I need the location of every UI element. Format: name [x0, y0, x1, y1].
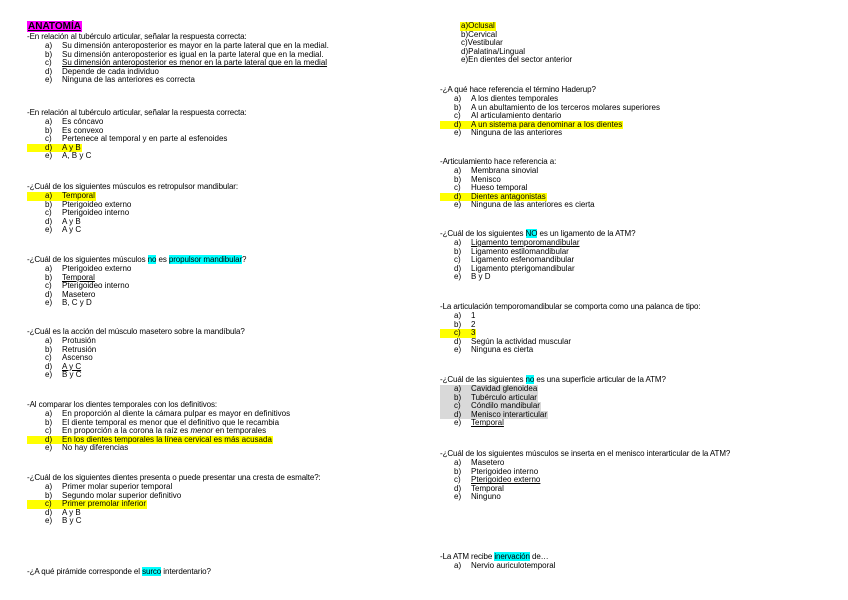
option-letter: e)	[454, 345, 462, 355]
question-6	[27, 400, 291, 453]
option-text: Es convexo	[62, 125, 104, 135]
option-e	[440, 419, 666, 428]
option-text: A un abultamiento de los terceros molares superiores	[471, 102, 660, 112]
option-text: A y B	[62, 142, 81, 152]
option-letter: e)	[454, 272, 462, 282]
option-text: A y B	[62, 216, 81, 226]
option-b	[27, 274, 246, 283]
option-letter: a)	[454, 94, 462, 103]
option-letter: d)	[461, 46, 469, 56]
option-label: En dientes del sector anterior	[468, 55, 573, 65]
option-letter: b)	[461, 29, 469, 39]
option-letter: d)	[454, 263, 462, 273]
option-letter: a)	[45, 482, 53, 491]
option-text: Cóndilo mandibular	[471, 401, 540, 411]
option-d	[27, 363, 245, 372]
question-text-part: -¿Cuál de los siguientes músculos	[27, 255, 148, 264]
question-text: -En relación al tubérculo articular, señalar la respuesta correcta:	[27, 108, 247, 117]
question-text: -¿A qué hace referencia el término Haderup?	[440, 85, 596, 94]
option-letter: e)	[454, 200, 462, 210]
option-text: Su dimensión anteroposterior es menor en la parte lateral que en la medial	[62, 58, 328, 68]
question-13	[440, 375, 666, 428]
option-e	[440, 129, 661, 138]
option-letter: d)	[45, 361, 53, 371]
option-e	[27, 226, 238, 235]
option-a	[27, 337, 245, 346]
option-text: Ninguna de las anteriores es correcta	[62, 75, 195, 85]
option-letter: b)	[45, 417, 53, 427]
question-8-options	[440, 22, 573, 65]
question-11	[440, 229, 635, 282]
option-text: Según la actividad muscular	[471, 336, 572, 346]
option-e	[440, 56, 573, 65]
question-3	[27, 182, 238, 235]
option-text: A y C	[62, 361, 82, 371]
option-text: El diente temporal es menor que el definitivo que le recambia	[62, 417, 280, 427]
option-letter: b)	[45, 125, 53, 135]
option-letter: c)	[454, 183, 461, 193]
option-text: Ligamento esfenomandibular	[471, 255, 575, 265]
option-letter: c)	[454, 255, 461, 265]
option-letter: b)	[454, 466, 462, 476]
question-text: -Al comparar los dientes temporales con los definitivos:	[27, 400, 218, 409]
option-letter: b)	[454, 319, 462, 329]
option-letter: d)	[440, 193, 470, 202]
option-letter: d)	[27, 144, 61, 153]
option-text: Menisco	[471, 174, 501, 184]
question-text-part: interdentario?	[161, 567, 211, 576]
option-text: 3	[471, 328, 476, 338]
question-text: -La articulación temporomandibular se comporta como una palanca de tipo:	[440, 302, 701, 311]
option-letter: c)	[45, 353, 52, 363]
option-letter: e)	[454, 492, 462, 502]
left-column	[27, 0, 427, 600]
option-text: B, C y D	[62, 298, 92, 308]
option-letter: c)	[454, 475, 461, 485]
question-text-part: -La ATM recibe	[440, 552, 495, 561]
option-text: Hueso temporal	[471, 183, 528, 193]
option-text: Ascenso	[62, 353, 93, 363]
option-text: Pterigoideo externo	[471, 475, 541, 485]
option-text: Pterigoideo externo	[62, 264, 132, 273]
option-b	[27, 346, 245, 355]
question-text-part: -¿Cuál de los siguientes	[440, 229, 526, 238]
option-letter: c)	[27, 500, 61, 509]
option-text: Ninguno	[471, 492, 501, 502]
option-letter: e)	[45, 516, 53, 526]
option-a	[440, 22, 573, 31]
option-text: Su dimensión anteroposterior es igual en la parte lateral que en la medial.	[62, 49, 324, 59]
option-letter: a)	[461, 21, 469, 30]
option-text: Retrusión	[62, 344, 97, 354]
option-text: En los dientes temporales la línea cervical es más acusada	[62, 434, 272, 444]
option-e	[27, 517, 321, 526]
highlight-term: surco	[142, 567, 162, 576]
option-label: Cervical	[468, 29, 498, 39]
question-5	[27, 327, 245, 380]
option-letter: a)	[45, 41, 53, 50]
option-e	[27, 152, 247, 161]
option-letter: d)	[45, 216, 53, 226]
option-text: Tubérculo articular	[471, 392, 537, 402]
option-letter: a)	[454, 238, 462, 247]
option-letter: a)	[45, 264, 53, 273]
option-letter: a)	[27, 192, 61, 201]
option-text-part: en temporales	[213, 426, 267, 436]
right-column	[440, 0, 840, 600]
question-text	[27, 567, 211, 577]
option-text: Nervio auriculotemporal	[471, 561, 556, 570]
option-letter: a)	[454, 458, 462, 467]
option-e	[440, 346, 701, 355]
option-letter: e)	[45, 75, 53, 85]
option-a	[440, 312, 701, 321]
option-letter: e)	[45, 443, 53, 453]
option-text: Temporal	[62, 272, 95, 282]
option-d	[27, 218, 238, 227]
option-letter: d)	[440, 411, 470, 420]
highlight-term: propulsor mandibular	[168, 255, 243, 264]
option-text-emphasis: menor	[190, 426, 214, 436]
option-letter: b)	[454, 246, 462, 256]
option-letter: b)	[45, 49, 53, 59]
question-7	[27, 473, 321, 526]
option-letter: a)	[454, 166, 462, 175]
option-c	[27, 354, 245, 363]
option-letter: d)	[45, 507, 53, 517]
option-letter: e)	[45, 298, 53, 308]
option-text: Membrana sinovial	[471, 166, 539, 175]
option-letter: c)	[461, 38, 468, 48]
option-e	[27, 76, 330, 85]
option-letter: b)	[45, 490, 53, 500]
option-text: Depende de cada individuo	[62, 66, 159, 76]
question-text: -¿Cuál de los siguientes dientes presenta o puede presentar una cresta de esmalte?:	[27, 473, 321, 482]
option-letter: e)	[461, 55, 469, 65]
option-text: Dientes antagonistas	[471, 191, 546, 201]
option-text: A los dientes temporales	[471, 94, 559, 103]
option-text: Pterigoideo interno	[62, 208, 130, 218]
option-e	[440, 493, 730, 502]
option-letter: a)	[440, 385, 470, 394]
option-letter: c)	[45, 208, 52, 218]
question-2	[27, 108, 247, 161]
question-12	[440, 302, 701, 355]
option-text: Menisco interarticular	[471, 409, 548, 419]
question-15	[440, 552, 556, 571]
option-text: Ninguna de las anteriores	[471, 128, 563, 138]
option-letter: d)	[454, 336, 462, 346]
option-letter: b)	[45, 199, 53, 209]
question-text-part: ?	[242, 255, 247, 264]
option-text: A y B	[62, 507, 81, 517]
option-d	[440, 265, 635, 274]
option-text: Ligamento pterigomandibular	[471, 263, 575, 273]
question-text: -En relación al tubérculo articular, señalar la respuesta correcta:	[27, 32, 247, 41]
option-letter: b)	[45, 344, 53, 354]
question-text-part: es	[156, 255, 169, 264]
option-a	[27, 118, 247, 127]
option-text: A y C	[62, 225, 82, 235]
option-a	[440, 167, 596, 176]
option-text: Temporal	[471, 418, 504, 428]
option-letter: a)	[45, 409, 53, 418]
option-text: Masetero	[471, 458, 505, 467]
option-label: Oclusal	[468, 21, 495, 30]
option-letter: d)	[45, 289, 53, 299]
option-text: Segundo molar superior definitivo	[62, 490, 182, 500]
option-a	[27, 192, 238, 201]
question-text-part: es una superficie articular de la ATM?	[534, 375, 666, 384]
option-letter: a)	[45, 336, 53, 345]
question-text: -Articulamiento hace referencia a:	[440, 157, 557, 166]
option-b	[27, 201, 238, 210]
option-text	[460, 56, 573, 65]
option-text: Pterigoideo interno	[62, 281, 130, 291]
question-1	[27, 32, 330, 85]
option-label: Palatina/Lingual	[468, 46, 526, 56]
option-text: Temporal	[471, 483, 504, 493]
option-letter: c)	[440, 329, 470, 338]
option-letter: d)	[45, 66, 53, 76]
option-letter: c)	[454, 111, 461, 121]
question-8	[27, 567, 211, 577]
option-text: Ligamento temporomandibular	[471, 238, 580, 247]
highlight-no: no	[147, 255, 157, 264]
option-e	[440, 273, 635, 282]
option-letter: a)	[454, 311, 462, 320]
option-text: Pterigoideo externo	[62, 199, 132, 209]
option-text: Cavidad glenoidea	[471, 384, 538, 393]
option-text: B y C	[62, 516, 82, 526]
option-text: B y D	[471, 272, 491, 282]
option-text: A, B y C	[62, 151, 92, 161]
option-c	[27, 135, 247, 144]
option-text: 2	[471, 319, 476, 329]
option-text: Pterigoideo interno	[471, 466, 539, 476]
highlight-no: no	[525, 375, 535, 384]
option-text-part: En proporción a la corona la raíz es	[62, 426, 191, 436]
option-e	[27, 444, 291, 453]
option-letter: a)	[45, 117, 53, 126]
option-letter: e)	[45, 225, 53, 235]
option-letter: d)	[440, 121, 470, 130]
option-c	[27, 209, 238, 218]
highlight-no: NO	[525, 229, 538, 238]
option-letter: e)	[45, 151, 53, 161]
option-text: 1	[471, 311, 476, 320]
option-letter: a)	[454, 561, 462, 570]
option-letter: d)	[27, 436, 61, 445]
option-text: En proporción al diente la cámara pulpar es mayor en definitivos	[62, 409, 291, 418]
question-14	[440, 449, 730, 502]
option-e	[27, 299, 246, 308]
option-letter: b)	[454, 102, 462, 112]
option-text: No hay diferencias	[62, 443, 129, 453]
option-text: Ninguna es cierta	[471, 345, 534, 355]
option-text: Primer molar superior temporal	[62, 482, 173, 491]
option-letter: d)	[454, 483, 462, 493]
option-letter: c)	[45, 281, 52, 291]
option-letter: e)	[454, 418, 462, 428]
option-text: Primer premolar inferior	[62, 499, 147, 509]
option-e	[27, 371, 245, 380]
document-title: ANATOMÍA	[28, 21, 81, 32]
option-letter: c)	[440, 402, 470, 411]
option-text: Su dimensión anteroposterior es mayor en la parte lateral que en la medial.	[62, 41, 329, 50]
option-text: A un sistema para denominar a los dientes	[471, 119, 623, 129]
question-text-part: es un ligamento de la ATM?	[537, 229, 636, 238]
option-c	[27, 282, 246, 291]
option-e	[440, 201, 596, 210]
question-text: -¿Cuál es la acción del músculo masetero sobre la mandíbula?	[27, 327, 245, 336]
option-letter: b)	[440, 394, 470, 403]
option-a	[27, 265, 246, 274]
option-letter: e)	[45, 370, 53, 380]
option-letter: e)	[454, 128, 462, 138]
question-text: -¿Cuál de los siguientes músculos es retropulsor mandibular:	[27, 182, 238, 191]
question-4	[27, 255, 246, 308]
option-text: Al articulamiento dentario	[471, 111, 562, 121]
option-text: Ligamento estilomandibular	[471, 246, 569, 256]
option-d	[27, 291, 246, 300]
option-text: Masetero	[62, 289, 96, 299]
question-text-part: -¿A qué pirámide corresponde el	[27, 567, 143, 576]
option-text: Temporal	[62, 191, 95, 200]
option-text: Ninguna de las anteriores es cierta	[471, 200, 595, 210]
question-10	[440, 157, 596, 210]
option-letter: c)	[45, 426, 52, 436]
option-text: Pertenece al temporal y en parte al esfenoides	[62, 134, 228, 144]
question-text: -¿Cuál de los siguientes músculos se inserta en el menisco interarticular de la ATM?	[440, 449, 731, 458]
question-text	[27, 255, 246, 265]
option-letter: c)	[45, 134, 52, 144]
highlight-term: inervación	[494, 552, 530, 561]
option-a	[440, 562, 556, 571]
option-d	[27, 144, 247, 153]
option-letter: c)	[45, 58, 52, 68]
option-letter: b)	[454, 174, 462, 184]
question-text-part: de…	[529, 552, 549, 561]
option-label: Vestibular	[467, 38, 503, 48]
option-b	[440, 31, 573, 40]
option-letter: b)	[45, 272, 53, 282]
question-text-part: -¿Cuál de las siguientes	[440, 375, 526, 384]
option-b	[440, 321, 701, 330]
option-text: Protusión	[62, 336, 96, 345]
option-text: B y C	[62, 370, 82, 380]
option-text: Es cóncavo	[62, 117, 104, 126]
question-9	[440, 85, 661, 138]
